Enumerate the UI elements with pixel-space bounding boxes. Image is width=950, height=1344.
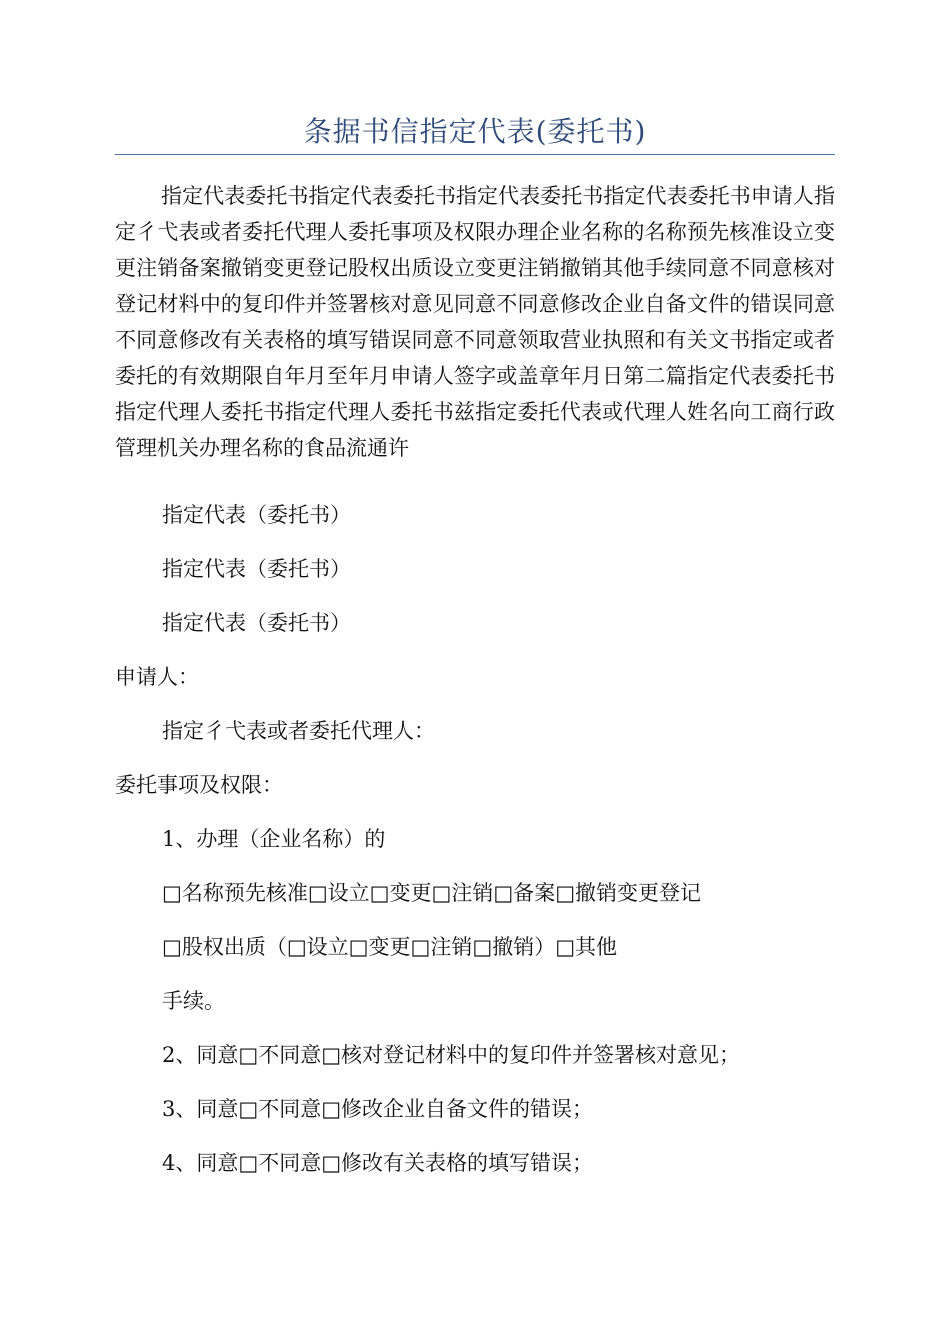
- item-3: 3、同意□不同意□修改企业自备文件的错误；: [162, 1097, 594, 1121]
- item-1: 1、办理（企业名称）的: [162, 827, 386, 851]
- scope-label: 委托事项及权限：: [115, 773, 283, 797]
- applicant-label: 申请人：: [115, 665, 199, 689]
- document-title: 条据书信指定代表(委托书): [303, 115, 647, 148]
- item-4: 4、同意□不同意□修改有关表格的填写错误；: [162, 1151, 594, 1175]
- item-1-suffix: 手续。: [162, 989, 225, 1013]
- item-1-options-a: □名称预先核准□设立□变更□注销□备案□撤销变更登记: [162, 881, 702, 905]
- item-2: 2、同意□不同意□核对登记材料中的复印件并签署核对意见；: [162, 1043, 741, 1067]
- agent-label: 指定彳弋表或者委托代理人：: [162, 719, 435, 743]
- heading-line-3: 指定代表（委托书）: [162, 611, 351, 635]
- heading-line-1: 指定代表（委托书）: [162, 503, 351, 527]
- title-underline: [115, 154, 835, 155]
- heading-line-2: 指定代表（委托书）: [162, 557, 351, 581]
- item-1-options-b: □股权出质（□设立□变更□注销□撤销）□其他: [162, 935, 618, 959]
- body-paragraph: 指定代表委托书指定代表委托书指定代表委托书指定代表委托书申请人指定彳弋表或者委托代理人委托事项及权限办理企业名称的名称预先核准设立变更注销备案撤销变更登记股权出质设立变更注销撤销其他手续同意不同意核对登记材料中的复印件并签署核对意见同意不同意修改企业自备文件的错误同意不同意修改有关表格的填写错误同意不同意领取营业执照和有关文书指定或者委托的有效期限自年月至年月申请人签字或盖章年月日第二篇指定代表委托书指定代理人委托书指定代理人委托书兹指定委托代表或代理人姓名向工商行政管理机关办理名称的食品流通许: [115, 184, 835, 460]
